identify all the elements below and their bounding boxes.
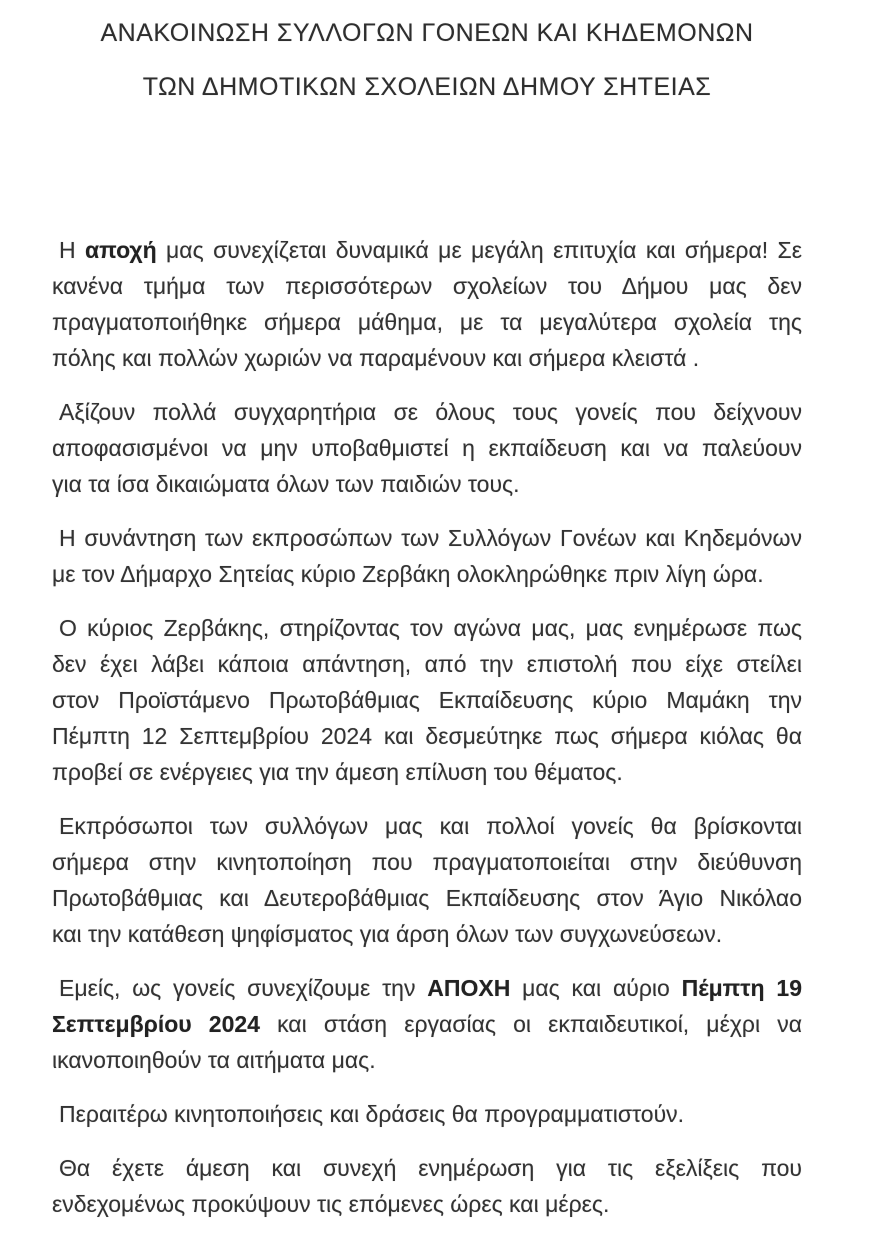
text-line xyxy=(52,970,802,1006)
paragraph xyxy=(52,394,802,502)
bold-text: Πέμπτη 19 xyxy=(681,975,802,1001)
text-line xyxy=(52,1096,802,1132)
bold-text: αποχή xyxy=(85,237,157,263)
text-run: Αξίζουν πολλά συγχαρητήρια σε όλους τους γονείς που δείχνουν xyxy=(59,399,802,425)
document-body xyxy=(52,232,802,1222)
paragraph xyxy=(52,520,802,592)
text-run: Η συνάντηση των εκπροσώπων των Συλλόγων Γονέων και Κηδεμόνων xyxy=(59,525,802,551)
text-run: ενδεχομένως προκύψουν τις επόμενες ώρες και μέρες. xyxy=(52,1191,610,1217)
text-line xyxy=(52,916,802,952)
text-run: Θα έχετε άμεση και συνεχή ενημέρωση για τις εξελίξεις που xyxy=(59,1155,802,1181)
text-line xyxy=(52,1042,802,1078)
text-run: προβεί σε ενέργειες για την άμεση επίλυση του θέματος. xyxy=(52,759,623,785)
text-line xyxy=(52,682,802,718)
text-line xyxy=(52,394,802,430)
text-run: ικανοποιηθούν τα αιτήματα μας. xyxy=(52,1047,376,1073)
paragraph xyxy=(52,1150,802,1222)
paragraph xyxy=(52,610,802,790)
text-run: και στάση εργασίας οι εκπαιδευτικοί, μέχρι να xyxy=(259,1011,802,1037)
text-run: και την κατάθεση ψηφίσματος για άρση όλων των συγχωνεύσεων. xyxy=(52,921,723,947)
text-line xyxy=(52,232,802,268)
text-line xyxy=(52,304,802,340)
paragraph xyxy=(52,970,802,1078)
text-run: αποφασισμένοι να μην υποβαθμιστεί η εκπαίδευση και να παλεύουν xyxy=(52,435,802,461)
text-line xyxy=(52,880,802,916)
text-run: Πρωτοβάθμιας και Δευτεροβάθμιας Εκπαίδευσης στον Άγιο Νικόλαο xyxy=(52,885,802,911)
text-run: πόλης και πολλών χωριών να παραμένουν και σήμερα κλειστά . xyxy=(52,345,700,371)
title-line-2: ΤΩΝ ΔΗΜΟΤΙΚΩΝ ΣΧΟΛΕΙΩΝ ΔΗΜΟΥ ΣΗΤΕΙΑΣ xyxy=(142,73,712,101)
text-line xyxy=(52,1006,802,1042)
bold-text: Σεπτεμβρίου 2024 xyxy=(52,1011,260,1037)
text-line xyxy=(52,520,802,556)
text-line xyxy=(52,610,802,646)
text-run: Περαιτέρω κινητοποιήσεις και δράσεις θα προγραμματιστούν. xyxy=(59,1101,685,1127)
paragraph xyxy=(52,1096,802,1132)
text-run: Ο κύριος Ζερβάκης, στηρίζοντας τον αγώνα μας, μας ενημέρωσε πως xyxy=(59,615,802,641)
text-line xyxy=(52,268,802,304)
text-line xyxy=(52,340,802,376)
paragraph xyxy=(52,808,802,952)
text-run: Εμείς, ως γονείς συνεχίζουμε την xyxy=(59,975,428,1001)
text-line xyxy=(52,844,802,880)
text-line xyxy=(52,430,802,466)
text-line xyxy=(52,556,802,592)
text-line xyxy=(52,1186,802,1222)
text-line xyxy=(52,754,802,790)
text-run: σήμερα στην κινητοποίηση που πραγματοποιείται στην διεύθυνση xyxy=(52,849,802,875)
text-run: με τον Δήμαρχο Σητείας κύριο Ζερβάκη ολοκληρώθηκε πριν λίγη ώρα. xyxy=(52,561,764,587)
text-run: δεν έχει λάβει κάποια απάντηση, από την επιστολή που είχε στείλει xyxy=(52,651,802,677)
text-run: Η xyxy=(59,237,86,263)
text-line xyxy=(52,808,802,844)
text-line xyxy=(52,466,802,502)
document-title xyxy=(52,20,802,100)
text-run: Πέμπτη 12 Σεπτεμβρίου 2024 και δεσμεύτηκε πως σήμερα κιόλας θα xyxy=(52,723,802,749)
bold-text: ΑΠΟΧΗ xyxy=(427,975,511,1001)
text-run: για τα ίσα δικαιώματα όλων των παιδιών τους. xyxy=(52,471,520,497)
title-line-1: ΑΝΑΚΟΙΝΩΣΗ ΣΥΛΛΟΓΩΝ ΓΟΝΕΩΝ ΚΑΙ ΚΗΔΕΜΟΝΩΝ xyxy=(100,19,754,47)
text-line xyxy=(52,646,802,682)
text-run: μας και αύριο xyxy=(510,975,682,1001)
text-run: πραγματοποιήθηκε σήμερα μάθημα, με τα μεγαλύτερα σχολεία της xyxy=(52,309,802,335)
text-line xyxy=(52,718,802,754)
text-line xyxy=(52,1150,802,1186)
text-run: κανένα τμήμα των περισσότερων σχολείων του Δήμου μας δεν xyxy=(52,273,802,299)
text-run: στον Προϊστάμενο Πρωτοβάθμιας Εκπαίδευσης κύριο Μαμάκη την xyxy=(52,687,802,713)
text-run: Εκπρόσωποι των συλλόγων μας και πολλοί γονείς θα βρίσκονται xyxy=(59,813,802,839)
text-run: μας συνεχίζεται δυναμικά με μεγάλη επιτυχία και σήμερα! Σε xyxy=(156,237,803,263)
paragraph xyxy=(52,232,802,376)
